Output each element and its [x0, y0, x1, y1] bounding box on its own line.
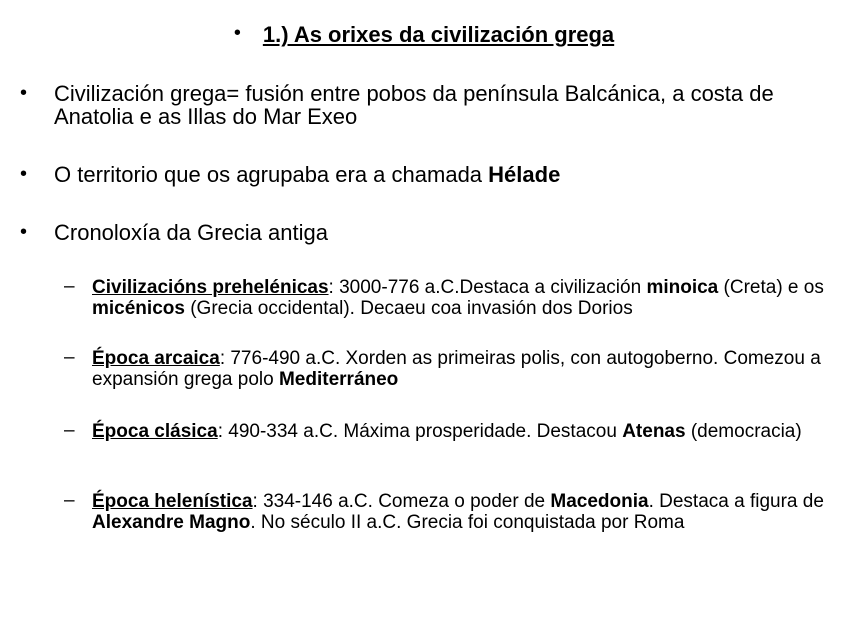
bullet-cronoloxia — [20, 221, 820, 244]
bullet-fusion — [20, 82, 820, 128]
title-text: 1.) As orixes da civilización grega — [262, 22, 615, 47]
dash-marker: – — [64, 276, 75, 297]
bullet-text: Civilización grega= fusión entre pobos da península Balcánica, a costa de Anatolia e as Illas do Mar Exeo — [54, 81, 774, 129]
sub-item-helenistica — [64, 491, 834, 533]
sub-item-text: Época clásica: 490-334 a.C. Máxima prosperidade. Destacou Atenas (democracia) — [92, 421, 802, 442]
bullet-helade — [20, 163, 820, 186]
sub-item-prehelenicas — [64, 277, 834, 319]
dash-marker: – — [64, 490, 75, 511]
bullet-text: O territorio que os agrupaba era a chamada Hélade — [54, 162, 561, 187]
sub-item-clasica — [64, 421, 834, 442]
sub-item-text: Civilizacións prehelénicas: 3000-776 a.C.Destaca a civilización minoica (Creta) e os micénicos (Grecia occidental). Decaeu coa invasión dos Dorios — [92, 277, 824, 319]
bold-term: Hélade — [488, 162, 561, 187]
title-bullet: • — [233, 22, 241, 44]
sub-item-arcaica — [64, 348, 834, 390]
slide-title — [0, 22, 848, 48]
period-heading: Época helenística — [92, 491, 253, 512]
period-heading: Civilizacións prehelénicas — [92, 277, 329, 298]
bullet-dot: • — [20, 221, 28, 243]
dash-marker: – — [64, 347, 75, 368]
bullet-text: Cronoloxía da Grecia antiga — [54, 220, 328, 245]
period-heading: Época clásica — [92, 421, 218, 442]
dash-marker: – — [64, 420, 75, 441]
bullet-dot: • — [20, 82, 28, 104]
period-heading: Época arcaica — [92, 348, 220, 369]
sub-item-text: Época arcaica: 776-490 a.C. Xorden as primeiras polis, con autogoberno. Comezou a expansión grega polo Mediterráneo — [92, 348, 821, 390]
sub-item-text: Época helenística: 334-146 a.C. Comeza o poder de Macedonia. Destaca a figura de Alexandre Magno. No século II a.C. Grecia foi conquistada por Roma — [92, 491, 824, 533]
bullet-dot: • — [20, 163, 28, 185]
